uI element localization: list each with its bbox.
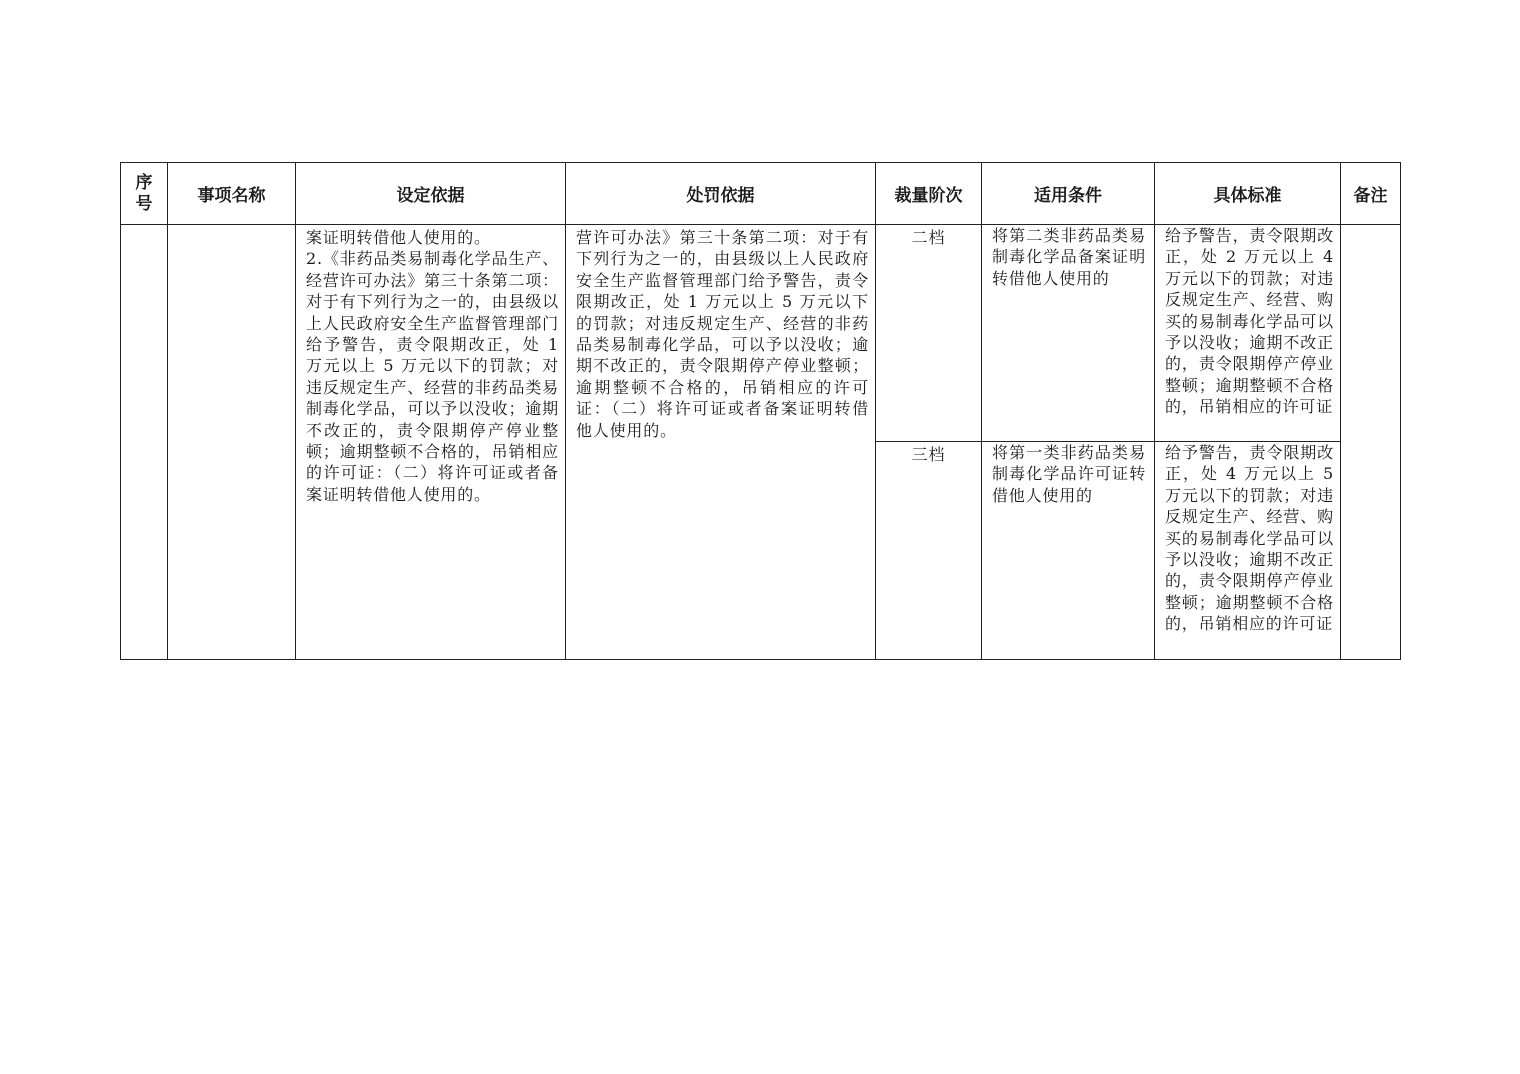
cell-item-name: [168, 225, 296, 660]
cell-condition-tier-3: 将第一类非药品类易制毒化学品许可证转借他人使用的: [982, 442, 1155, 660]
header-seq: 序 号: [121, 163, 168, 225]
penalty-discretion-table: [120, 162, 1401, 660]
header-item-name: 事项名称: [168, 163, 296, 225]
header-row: [121, 163, 1401, 225]
cell-remark: [1341, 225, 1401, 660]
cell-level-tier-3: 三档: [876, 442, 982, 660]
header-standard: 具体标准: [1155, 163, 1341, 225]
cell-basis-penalty: 营许可办法》第三十条第二项：对于有下列行为之一的，由县级以上人民政府安全生产监督管理部门给予警告，责令限期改正，处 1 万元以上 5 万元以下的罚款；对违反规定生产、经营的非药品类易制毒化学品，可以予以没收；逾期不改正的，责令限期停产停业整顿；逾期整顿不合格的，吊销相应的许可证：（二）将许可证或者备案证明转借他人使用的。: [566, 225, 876, 660]
cell-condition-tier-2: 将第二类非药品类易制毒化学品备案证明转借他人使用的: [982, 225, 1155, 442]
cell-basis-set: 案证明转借他人使用的。 2.《非药品类易制毒化学品生产、经营许可办法》第三十条第二项：对于有下列行为之一的，由县级以上人民政府安全生产监督管理部门给予警告，责令限期改正，处 1 万元以上 5 万元以下的罚款；对违反规定生产、经营的非药品类易制毒化学品，可以予以没收；逾期不改正的，责令限期停产停业整顿；逾期整顿不合格的，吊销相应的许可证：（二）将许可证或者备案证明转借他人使用的。: [296, 225, 566, 660]
header-basis-set: 设定依据: [296, 163, 566, 225]
cell-level-tier-2: 二档: [876, 225, 982, 442]
table-row: [121, 225, 1401, 442]
header-level: 裁量阶次: [876, 163, 982, 225]
cell-standard-tier-3: 给予警告，责令限期改正，处 4 万元以上 5 万元以下的罚款；对违反规定生产、经营、购买的易制毒化学品可以予以没收；逾期不改正的，责令限期停产停业整顿；逾期整顿不合格的，吊销相应的许可证: [1155, 442, 1341, 660]
header-remark: 备注: [1341, 163, 1401, 225]
cell-seq: [121, 225, 168, 660]
header-condition: 适用条件: [982, 163, 1155, 225]
header-basis-penalty: 处罚依据: [566, 163, 876, 225]
cell-standard-tier-2: 给予警告，责令限期改正，处 2 万元以上 4 万元以下的罚款；对违反规定生产、经营、购买的易制毒化学品可以予以没收；逾期不改正的，责令限期停产停业整顿；逾期整顿不合格的，吊销相应的许可证: [1155, 225, 1341, 442]
